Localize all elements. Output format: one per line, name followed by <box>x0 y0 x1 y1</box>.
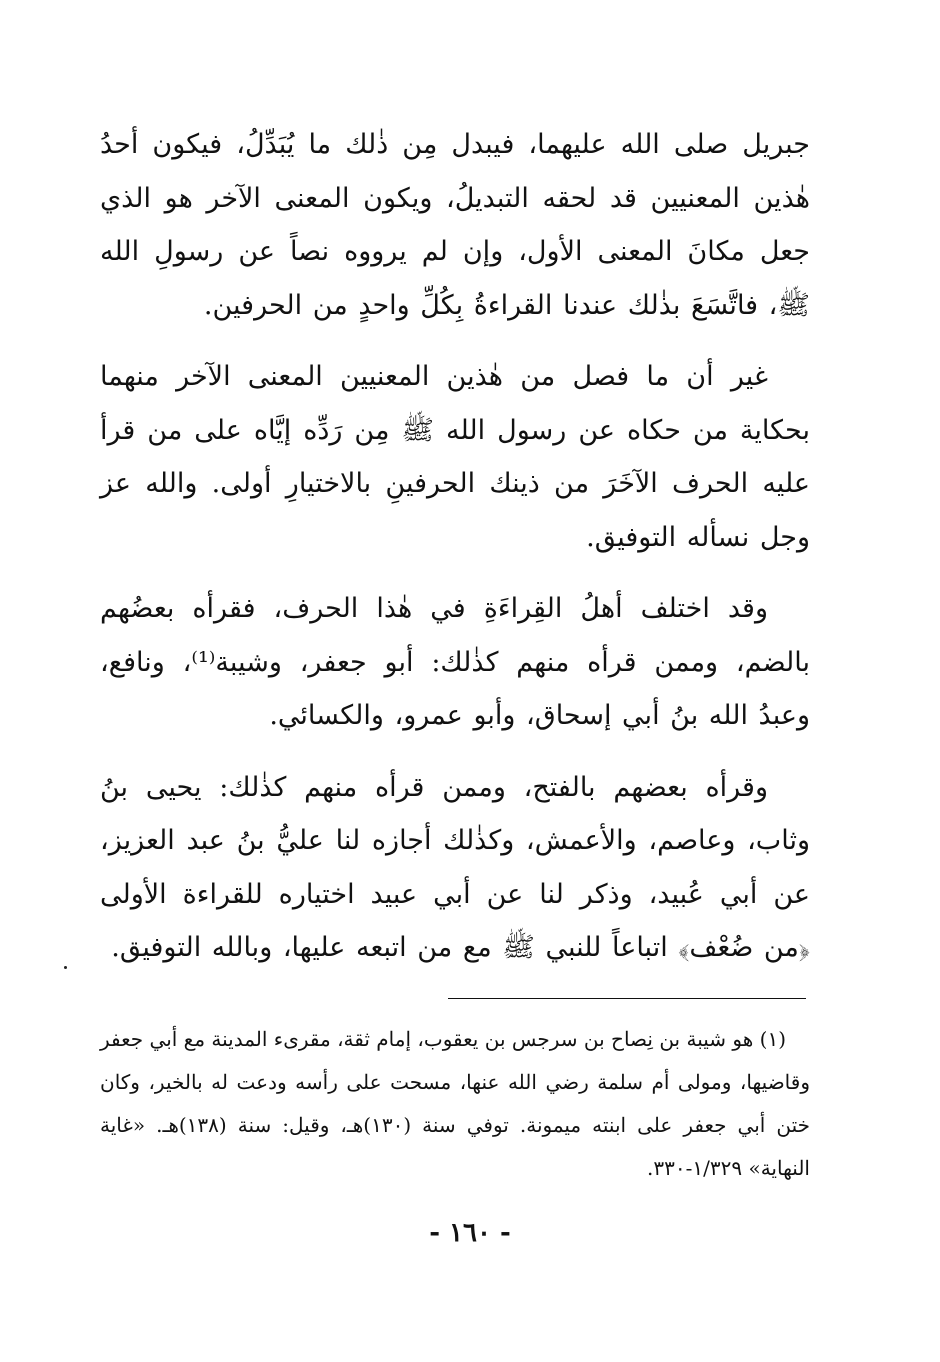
footnote: (١) هو شيبة بن نِصاح بن سرجس بن يعقوب، إمام ثقة، مقرىء المدينة مع أبي جعفر وقاضيها، ومولى أم سلمة رضي الله عنها، مسحت على رأسه ودعت له بالخير، وكان ختن أبي جعفر على ابنته ميمونة. توفي سنة (١٣٠)هـ، وقيل: سنة (١٣٨)هـ. «غاية النهاية» ١/٣٢٩-٣٣٠. <box>100 1027 810 1180</box>
paragraph: وقد اختلف أهلُ القِراءَةِ في هٰذا الحرف، فقرأه بعضُهم بالضم، وممن قرأه منهم كذٰلك: أبو جعفر، وشيبة⁽¹⁾، ونافع، وعبدُ الله بنُ أبي إسحاق، وأبو عمرو، والكسائي. <box>100 593 811 731</box>
paragraph: غير أن ما فصل من هٰذين المعنيين المعنى الآخر منهما بحكاية من حكاه عن رسول الله ﷺ مِن رَدِّه إيَّاه على من قرأ عليه الحرف الآخَرَ من ذينك الحرفينِ بالاختيارِ أولى. والله عز وجل نسأله التوفيق. <box>100 361 810 553</box>
paragraph: وقرأه بعضهم بالفتح، وممن قرأه منهم كذٰلك: يحيى بنُ وثاب، وعاصم، والأعمش، وكذٰلك أجازه لنا عليُّ بنُ عبد العزيز، عن أبي عُبيد، وذكر لنا عن أبي عبيد اختياره للقراءة الأولى ﴿من ضُعْف﴾ اتباعاً للنبي ﷺ مع من اتبعه عليها، وبالله التوفيق. <box>100 771 810 963</box>
footnotes-section <box>100 1018 810 1190</box>
scan-speck <box>64 966 67 969</box>
page-number: - ١٦٠ - <box>429 1218 511 1248</box>
main-text-body <box>100 118 810 993</box>
footnote-separator <box>448 998 806 999</box>
paragraph: جبريل صلى الله عليهما، فيبدل مِن ذٰلك ما يُبَدِّلُ، فيكون أحدُ هٰذين المعنيين قد لحقه التبديلُ، ويكون المعنى الآخر هو الذي جعل مكانَ المعنى الأول، وإن لم يرووه نصاً عن رسولِ الله ﷺ، فاتَّسَعَ بذٰلك عندنا القراءةُ بِكُلِّ واحدٍ من الحرفين. <box>100 129 810 321</box>
